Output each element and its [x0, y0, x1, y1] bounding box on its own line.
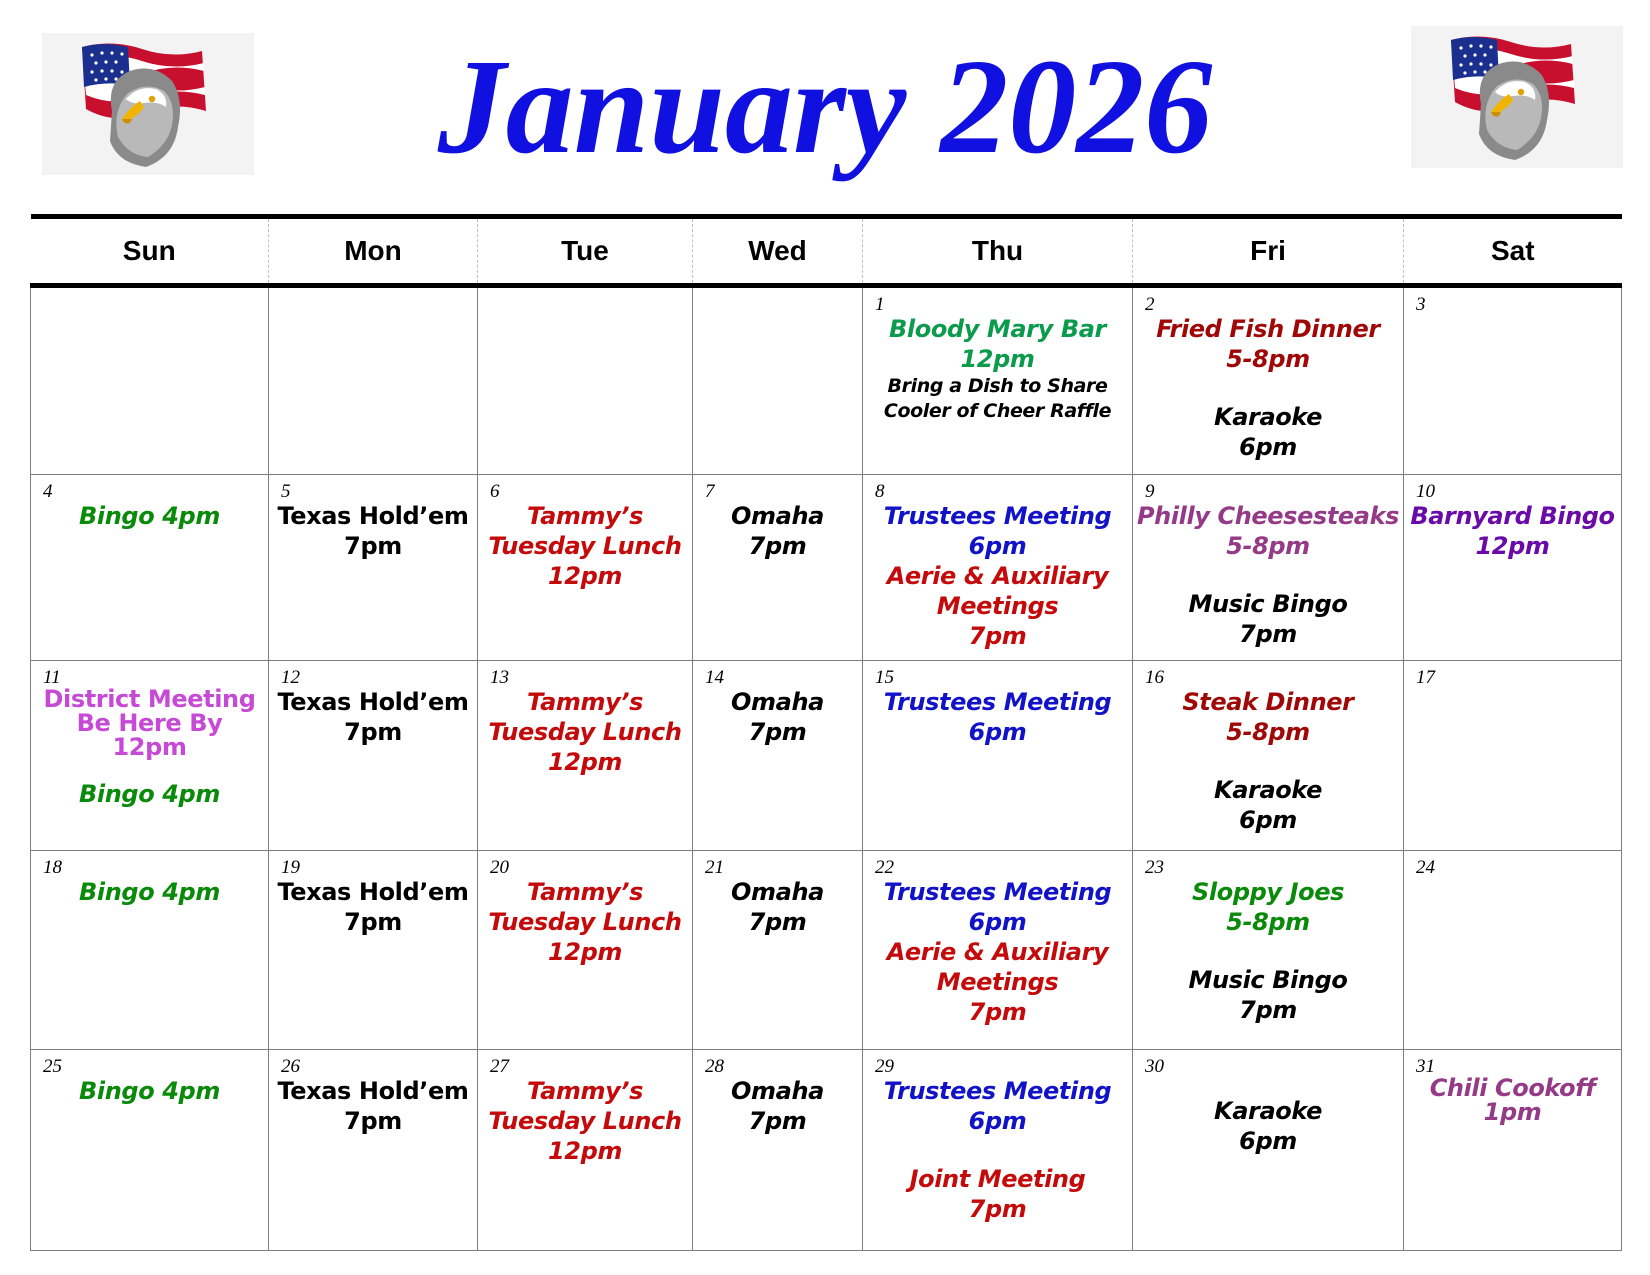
day-cell: [693, 1049, 863, 1250]
day-cell-content: [693, 1050, 862, 1250]
event-line: 12pm: [548, 561, 622, 590]
event-list: [863, 475, 1132, 651]
event-line: 5-8pm: [1226, 718, 1310, 747]
day-cell-content: [693, 851, 862, 1049]
day-cell-content: [863, 475, 1132, 660]
event-line: Trustees Meeting: [883, 877, 1112, 906]
day-cell: [1133, 286, 1404, 475]
event-list: [693, 288, 862, 314]
day-cell: [478, 474, 693, 660]
day-cell: [478, 1049, 693, 1250]
event-line: 6pm: [968, 718, 1027, 747]
day-cell: [31, 661, 269, 851]
event-line: 7pm: [748, 531, 807, 560]
week-row: [31, 1049, 1622, 1250]
event-line: 6pm: [1239, 1126, 1297, 1155]
event-line: Omaha: [731, 877, 824, 906]
event-list: [269, 661, 477, 747]
event-list: [1133, 475, 1403, 649]
day-cell: [269, 661, 478, 851]
day-number: 4: [43, 480, 53, 502]
day-number: 14: [705, 667, 724, 689]
day-cell-content: [693, 475, 862, 660]
event-line: 6pm: [1239, 806, 1297, 835]
day-number: 9: [1145, 480, 1155, 502]
event-line: 7pm: [748, 907, 807, 936]
week-row: [31, 286, 1622, 475]
event-line: 7pm: [344, 907, 402, 936]
day-number: 13: [490, 667, 509, 689]
day-cell: [863, 850, 1133, 1049]
day-cell: [1133, 661, 1404, 851]
calendar-title: January 2026: [437, 32, 1213, 182]
event-list: [478, 288, 692, 314]
event-list: [31, 661, 268, 809]
event-list: [1404, 475, 1621, 561]
event-line: 7pm: [968, 997, 1027, 1026]
event-list: [1133, 851, 1403, 1025]
day-number: 6: [490, 480, 500, 502]
event-line: Aerie & Auxiliary: [886, 561, 1109, 590]
event-line: Bloody Mary Bar: [889, 315, 1106, 343]
weekday-header: Fri: [1133, 217, 1404, 286]
day-cell: [863, 474, 1133, 660]
event-line: Meetings: [936, 967, 1059, 996]
day-cell-content: [269, 661, 477, 850]
event-line: 7pm: [344, 1106, 402, 1135]
day-cell: [31, 286, 269, 475]
event-list: [863, 1050, 1132, 1224]
event-line: Tammy’s: [527, 877, 643, 906]
event-list: [31, 1050, 268, 1106]
event-line: 12pm: [960, 345, 1035, 373]
day-cell-content: [269, 1050, 477, 1250]
event-line: 12pm: [548, 937, 622, 966]
calendar-grid: [30, 214, 1622, 1251]
event-list: [1404, 1050, 1621, 1124]
event-line: Bingo 4pm: [79, 780, 220, 809]
day-cell: [863, 661, 1133, 851]
event-list: [269, 288, 477, 314]
event-line: 6pm: [968, 907, 1027, 936]
event-line: 7pm: [344, 531, 402, 560]
day-cell-content: [31, 1050, 268, 1250]
event-line: 7pm: [748, 718, 807, 747]
day-cell-content: [1133, 1050, 1403, 1250]
event-line: Steak Dinner: [1182, 688, 1354, 717]
day-cell: [269, 286, 478, 475]
event-list: [1404, 851, 1621, 877]
week-row: [31, 474, 1622, 660]
day-cell-content: [1133, 851, 1403, 1049]
day-number: 18: [43, 856, 62, 878]
event-line: Texas Hold’em: [277, 501, 469, 530]
event-line: Bingo 4pm: [79, 877, 220, 906]
event-line: Music Bingo: [1188, 589, 1348, 618]
day-cell: [1404, 661, 1622, 851]
day-cell-content: [478, 661, 692, 850]
event-line: 12pm: [548, 748, 622, 777]
day-number: 2: [1145, 294, 1155, 315]
day-cell-content: [478, 288, 692, 474]
event-line: 5-8pm: [1226, 531, 1310, 560]
event-line: Tuesday Lunch: [488, 907, 682, 936]
event-line: 7pm: [748, 1106, 807, 1135]
day-cell: [478, 850, 693, 1049]
day-cell-content: [863, 661, 1132, 850]
day-number: 31: [1416, 1055, 1435, 1077]
day-cell: [693, 474, 863, 660]
weekday-header: Tue: [478, 217, 693, 286]
day-cell-content: [693, 288, 862, 474]
event-list: [1404, 288, 1621, 314]
event-line: Tammy’s: [527, 688, 643, 717]
event-list: [1404, 661, 1621, 687]
event-line: Texas Hold’em: [277, 1076, 469, 1105]
day-cell-content: [1133, 288, 1403, 474]
event-line: Meetings: [936, 591, 1059, 620]
event-line: Tammy’s: [527, 501, 643, 530]
day-cell-content: [1404, 288, 1621, 474]
event-line: 12pm: [548, 1136, 622, 1165]
event-line: 7pm: [1239, 619, 1297, 648]
day-cell-content: [269, 851, 477, 1049]
day-cell: [1133, 850, 1404, 1049]
day-cell: [863, 1049, 1133, 1250]
event-line: Tuesday Lunch: [488, 531, 682, 560]
day-number: 12: [281, 667, 300, 689]
day-cell: [693, 286, 863, 475]
day-cell: [1133, 474, 1404, 660]
day-cell: [1404, 850, 1622, 1049]
event-list: [269, 1050, 477, 1136]
day-number: 17: [1416, 667, 1435, 689]
event-list: [1133, 288, 1403, 462]
day-number: 21: [705, 856, 724, 878]
day-cell-content: [1404, 1050, 1621, 1250]
event-line: Karaoke: [1214, 1096, 1322, 1125]
day-number: 20: [490, 856, 509, 878]
event-line: 12pm: [1475, 531, 1550, 560]
weekday-header: Thu: [863, 217, 1133, 286]
day-cell-content: [478, 1050, 692, 1250]
day-number: 19: [281, 856, 300, 878]
day-cell-content: [863, 288, 1132, 474]
day-cell-content: [478, 475, 692, 660]
day-cell-content: [863, 1050, 1132, 1250]
event-list: [31, 475, 268, 531]
day-number: 28: [705, 1055, 724, 1077]
day-cell: [1133, 1049, 1404, 1250]
event-line: Omaha: [731, 1076, 824, 1105]
day-cell-content: [1404, 851, 1621, 1049]
event-list: [269, 475, 477, 561]
day-cell-content: [269, 475, 477, 660]
day-cell: [269, 474, 478, 660]
event-line: 7pm: [968, 1194, 1027, 1223]
day-cell: [693, 661, 863, 851]
event-line: Philly Cheesesteaks: [1136, 501, 1400, 530]
day-cell-content: [31, 661, 268, 850]
event-list: [478, 475, 692, 591]
event-line: 6pm: [968, 1106, 1027, 1135]
event-line: Music Bingo: [1188, 965, 1348, 994]
day-number: 5: [281, 480, 291, 502]
day-cell-content: [1133, 475, 1403, 660]
event-list: [863, 288, 1132, 424]
day-cell: [31, 1049, 269, 1250]
event-line: Karaoke: [1214, 776, 1322, 805]
day-cell-content: [269, 288, 477, 474]
event-line: 5-8pm: [1226, 345, 1310, 373]
event-line: 7pm: [1239, 995, 1297, 1024]
event-list: [693, 475, 862, 561]
event-line: Omaha: [731, 501, 824, 530]
event-line: Trustees Meeting: [883, 501, 1112, 530]
event-line: Trustees Meeting: [883, 688, 1112, 717]
day-number: 3: [1416, 294, 1426, 315]
event-line: 6pm: [1239, 433, 1297, 461]
day-cell: [31, 474, 269, 660]
weekday-header: Sat: [1404, 217, 1622, 286]
day-cell: [863, 286, 1133, 475]
day-cell-content: [31, 288, 268, 474]
weekday-header: Mon: [269, 217, 478, 286]
event-list: [31, 288, 268, 314]
event-line: Trustees Meeting: [883, 1076, 1112, 1105]
day-cell: [1404, 286, 1622, 475]
day-number: 8: [875, 480, 885, 502]
event-list: [1133, 1050, 1403, 1156]
day-cell: [269, 1049, 478, 1250]
day-number: 25: [43, 1055, 62, 1077]
weekday-header-row: [31, 217, 1622, 286]
event-line: Omaha: [731, 688, 824, 717]
day-number: 22: [875, 856, 894, 878]
event-line: Karaoke: [1214, 403, 1322, 431]
week-row: [31, 850, 1622, 1049]
event-line: Tuesday Lunch: [488, 1106, 682, 1135]
day-cell: [31, 850, 269, 1049]
event-line: Bingo 4pm: [79, 1076, 220, 1105]
day-cell-content: [863, 851, 1132, 1049]
day-number: 29: [875, 1055, 894, 1077]
event-line: 1pm: [1483, 1097, 1542, 1126]
event-list: [1133, 661, 1403, 835]
event-line: 5-8pm: [1226, 907, 1310, 936]
event-list: [863, 661, 1132, 747]
event-line: District Meeting: [43, 685, 256, 714]
event-line: Be Here By: [76, 709, 223, 738]
day-number: 27: [490, 1055, 509, 1077]
day-cell: [269, 850, 478, 1049]
event-list: [269, 851, 477, 937]
day-cell-content: [693, 661, 862, 850]
day-number: 15: [875, 667, 894, 689]
event-list: [863, 851, 1132, 1027]
event-line: 7pm: [344, 718, 402, 747]
event-list: [31, 851, 268, 907]
event-line: Cooler of Cheer Raffle: [883, 400, 1112, 422]
day-number: 11: [43, 667, 61, 689]
day-cell-content: [1404, 661, 1621, 850]
day-number: 30: [1145, 1055, 1164, 1077]
event-line: Sloppy Joes: [1192, 877, 1344, 906]
day-number: 16: [1145, 667, 1164, 689]
event-line: 7pm: [968, 621, 1027, 650]
day-number: 26: [281, 1055, 300, 1077]
day-cell-content: [478, 851, 692, 1049]
event-line: Bring a Dish to Share: [887, 375, 1108, 397]
day-number: 23: [1145, 856, 1164, 878]
event-list: [478, 1050, 692, 1166]
day-number: 10: [1416, 480, 1435, 502]
event-line: Joint Meeting: [909, 1164, 1086, 1193]
day-number: 24: [1416, 856, 1435, 878]
event-list: [478, 851, 692, 967]
event-line: Fried Fish Dinner: [1156, 315, 1380, 343]
day-cell-content: [1404, 475, 1621, 660]
event-line: Texas Hold’em: [277, 877, 469, 906]
day-cell-content: [31, 851, 268, 1049]
event-line: Aerie & Auxiliary: [886, 937, 1109, 966]
week-row: [31, 661, 1622, 851]
event-line: Tuesday Lunch: [488, 718, 682, 747]
day-cell: [478, 286, 693, 475]
event-line: Texas Hold’em: [277, 688, 469, 717]
day-cell: [693, 850, 863, 1049]
day-cell: [1404, 474, 1622, 660]
day-number: 7: [705, 480, 715, 502]
day-cell-content: [31, 475, 268, 660]
day-number: 1: [875, 294, 885, 315]
event-line: Barnyard Bingo: [1410, 501, 1615, 530]
day-cell-content: [1133, 661, 1403, 850]
day-cell: [478, 661, 693, 851]
weekday-header: Sun: [31, 217, 269, 286]
event-line: Bingo 4pm: [79, 501, 220, 530]
event-line: 6pm: [968, 531, 1027, 560]
weekday-header: Wed: [693, 217, 863, 286]
event-list: [478, 661, 692, 777]
event-line: Tammy’s: [527, 1076, 643, 1105]
event-line: 12pm: [112, 733, 187, 762]
event-line: Chili Cookoff: [1429, 1073, 1596, 1102]
day-cell: [1404, 1049, 1622, 1250]
